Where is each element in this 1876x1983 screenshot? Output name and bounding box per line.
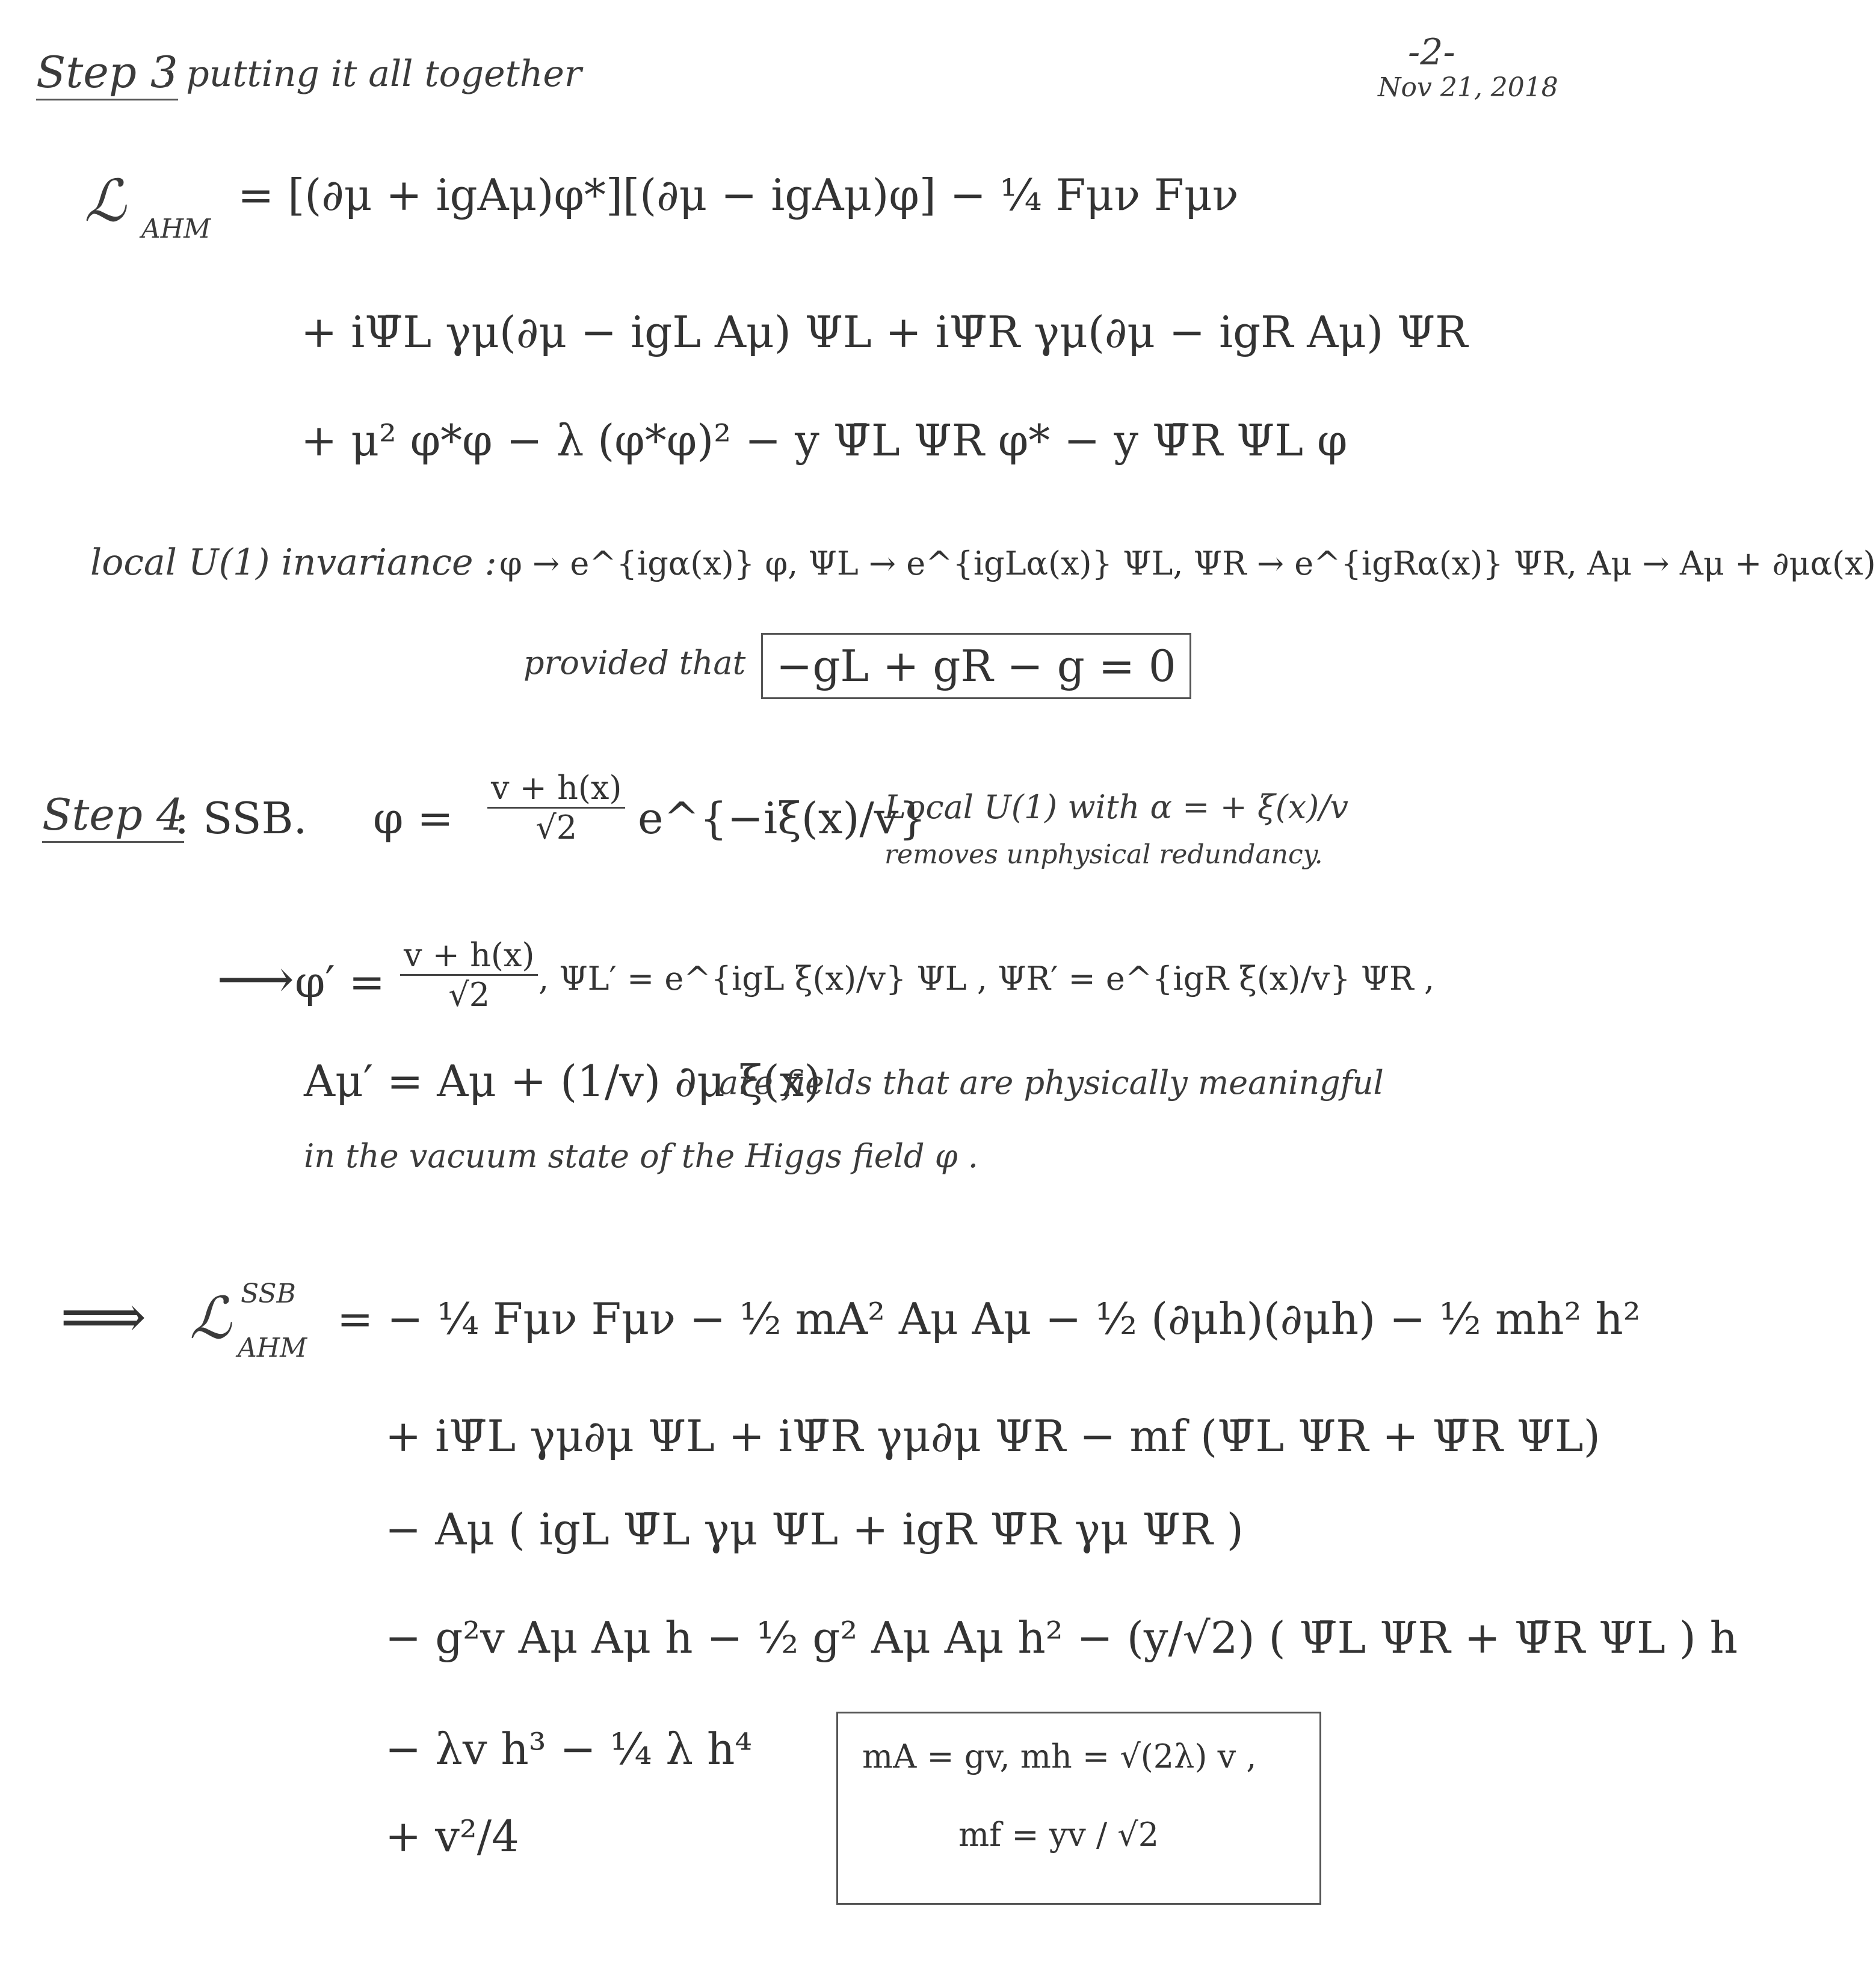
phi-prime-denominator: √2: [448, 976, 490, 1014]
step4-title: : SSB.: [174, 793, 307, 843]
invariance-transformations: φ → e^{igα(x)} φ, ΨL → e^{igLα(x)} ΨL, ΨR → e^{igRα(x)} ΨR, Aμ → Aμ + ∂μα(x): [499, 544, 1876, 582]
ssb-equation-line1: = − ¼ Fμν Fμν − ½ mA² Aμ Aμ − ½ (∂μh)(∂μh) − ½ mh² h²: [337, 1294, 1641, 1344]
date: Nov 21, 2018: [1378, 72, 1558, 103]
gauge-note-line1: Local U(1) with α = + ξ(x)/v: [884, 788, 1349, 826]
mass-relations-line1: mA = gv, mh = √(2λ) v ,: [862, 1738, 1257, 1775]
phi-prime-fraction: [400, 937, 538, 1013]
gauge-note-line2: removes unphysical redundancy.: [884, 839, 1323, 870]
arrow: ⟶: [217, 948, 295, 1011]
step3-equation-line3: + μ² φ*φ − λ (φ*φ)² − y Ψ̄L ΨR φ* − y Ψ̄R ΨL φ: [301, 415, 1348, 466]
phi-definition-lhs: φ =: [373, 793, 454, 843]
phi-prime-numerator: v + h(x): [400, 937, 538, 976]
ssb-equation-line5: − λv h³ − ¼ λ h⁴: [385, 1724, 753, 1774]
lagrangian-subscript: AHM: [141, 214, 211, 244]
provided-label: provided that: [523, 644, 746, 682]
ssb-lagrangian-subscript: AHM: [238, 1333, 307, 1363]
vacuum-state-text: in the vacuum state of the Higgs field φ .: [304, 1137, 978, 1175]
gauge-field-redefinition: Aμ′ = Aμ + (1/v) ∂μ ξ(x): [304, 1056, 821, 1106]
ssb-equation-line2: + iΨ̄L γμ∂μ ΨL + iΨ̄R γμ∂μ ΨR − mf (Ψ̄L ΨR + Ψ̄R ΨL): [385, 1411, 1600, 1461]
ssb-lagrangian-superscript: SSB: [241, 1278, 296, 1309]
page-number: -2-: [1408, 31, 1455, 73]
step3-label: Step 3: [36, 47, 178, 100]
phi-phase-factor: e^{−iξ(x)/v}: [638, 793, 927, 843]
gauge-condition-box: −gL + gR − g = 0: [761, 633, 1191, 699]
fermion-mass-relation: mf = yv / √2: [958, 1816, 1159, 1854]
ssb-equation-line4: − g²v Aμ Aμ h − ½ g² Aμ Aμ h² − (y/√2) ( Ψ̄L ΨR + Ψ̄R ΨL ) h: [385, 1612, 1738, 1663]
step4-label: Step 4: [42, 789, 184, 843]
ssb-lagrangian-symbol: ℒ: [190, 1284, 232, 1352]
lagrangian-symbol: ℒ: [84, 167, 126, 235]
ssb-equation-line6: + v²/4: [385, 1811, 519, 1861]
phi-denominator: √2: [535, 809, 578, 847]
ssb-equation-line3: − Aμ ( igL Ψ̄L γμ ΨL + igR Ψ̄R γμ ΨR ): [385, 1504, 1244, 1555]
invariance-label: local U(1) invariance :: [90, 541, 497, 584]
step3-equation-line1: = [(∂μ + igAμ)φ*][(∂μ − igAμ)φ] − ¼ Fμν Fμν: [238, 170, 1239, 220]
fermion-field-redefinitions: , ΨL′ = e^{igL ξ(x)/v} ΨL , ΨR′ = e^{igR ξ(x)/v} ΨR ,: [538, 960, 1435, 998]
step3-equation-line2: + iΨ̄L γμ(∂μ − igL Aμ) ΨL + iΨ̄R γμ(∂μ − igR Aμ) ΨR: [301, 307, 1468, 357]
meaningful-fields-text: are fields that are physically meaningful: [719, 1064, 1384, 1102]
implies-arrow: ⟹: [60, 1281, 147, 1352]
phi-numerator: v + h(x): [487, 770, 625, 809]
mass-relations-box: [836, 1712, 1321, 1905]
phi-definition-fraction: [487, 770, 625, 846]
phi-prime-lhs: φ′ =: [295, 957, 385, 1007]
step3-title: : putting it all together: [162, 53, 582, 95]
